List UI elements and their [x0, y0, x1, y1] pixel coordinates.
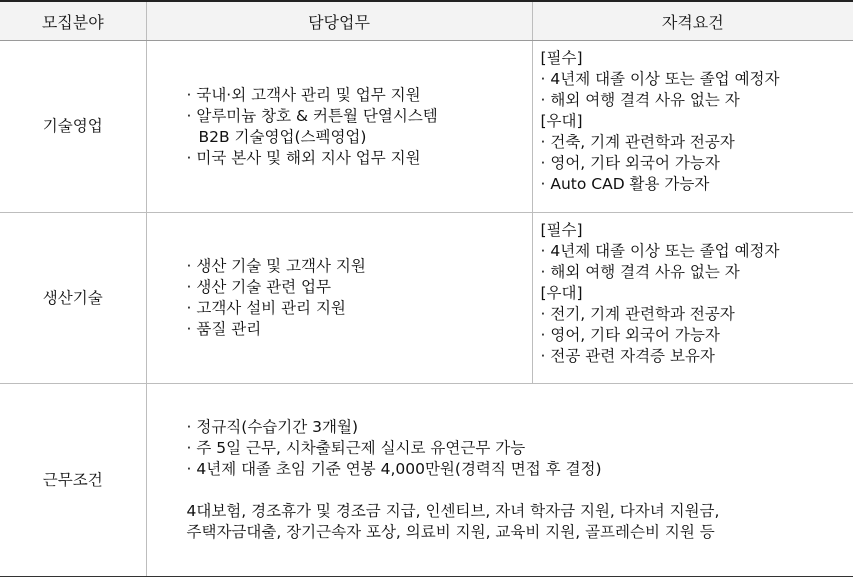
duty-line: · 생산 기술 관련 업무 — [186, 278, 331, 296]
condition-line: · 정규직(수습기간 3개월) — [186, 418, 358, 436]
qualifications-cell — [532, 213, 853, 384]
category-cell: 근무조건 — [0, 384, 146, 577]
benefits-line: 4대보험, 경조휴가 및 경조금 지급, 인센티브, 자녀 학자금 지원, 다자녀 지원금, — [186, 502, 720, 520]
header-duties: 담당업무 — [146, 1, 532, 41]
conditions-cell — [146, 384, 853, 577]
qualifications-cell — [532, 41, 853, 213]
qual-line: · 해외 여행 결격 사유 없는 자 — [540, 263, 740, 281]
duty-line: B2B 기술영업(스펙영업) — [198, 127, 367, 146]
duty-line: · 알루미늄 창호 & 커튼월 단열시스템 — [186, 106, 438, 125]
qual-line: · Auto CAD 활용 가능자 — [540, 175, 710, 193]
header-qualifications: 자격요건 — [532, 1, 853, 41]
duties-cell — [146, 41, 532, 213]
duty-line: · 미국 본사 및 해외 지사 업무 지원 — [186, 148, 421, 167]
qual-line: · 4년제 대졸 이상 또는 졸업 예정자 — [540, 242, 780, 260]
qual-line: · 영어, 기타 외국어 가능자 — [540, 326, 720, 344]
duty-line: · 고객사 설비 관리 지원 — [186, 299, 346, 317]
qual-line: · 영어, 기타 외국어 가능자 — [540, 154, 720, 172]
header-category: 모집분야 — [0, 1, 146, 41]
benefits-line: 주택자금대출, 장기근속자 포상, 의료비 지원, 교육비 지원, 골프레슨비 지원 등 — [186, 523, 715, 541]
qual-line: [우대] — [540, 284, 583, 302]
category-cell: 기술영업 — [0, 41, 146, 213]
header-row — [0, 1, 853, 41]
row-production-tech — [0, 213, 853, 384]
qual-line: [필수] — [540, 221, 583, 239]
qual-line: · 건축, 기계 관련학과 전공자 — [540, 133, 735, 151]
condition-line: · 주 5일 근무, 시차출퇴근제 실시로 유연근무 가능 — [186, 439, 526, 457]
qual-line: · 4년제 대졸 이상 또는 졸업 예정자 — [540, 70, 780, 88]
duty-line: · 생산 기술 및 고객사 지원 — [186, 257, 366, 275]
qual-line: [우대] — [540, 112, 583, 130]
row-tech-sales — [0, 41, 853, 213]
duty-line: · 국내·외 고객사 관리 및 업무 지원 — [186, 85, 421, 104]
qual-line: · 해외 여행 결격 사유 없는 자 — [540, 91, 740, 109]
spacer — [187, 480, 853, 501]
qual-line: [필수] — [540, 49, 583, 67]
duties-cell — [146, 213, 532, 384]
qual-line: · 전공 관련 자격증 보유자 — [540, 347, 715, 365]
category-cell: 생산기술 — [0, 213, 146, 384]
duty-line: · 품질 관리 — [186, 320, 262, 338]
qual-line: · 전기, 기계 관련학과 전공자 — [540, 305, 735, 323]
condition-line: · 4년제 대졸 초임 기준 연봉 4,000만원(경력직 면접 후 결정) — [186, 460, 602, 478]
row-work-conditions — [0, 384, 853, 577]
